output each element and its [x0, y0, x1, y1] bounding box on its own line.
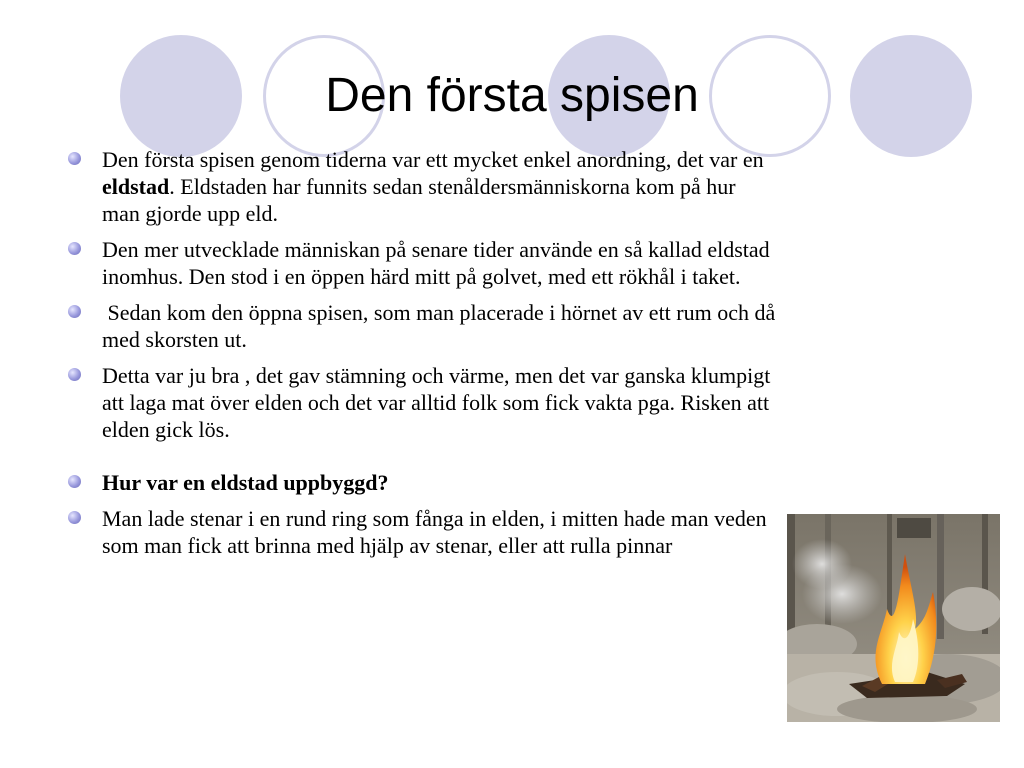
bullet-text: Sedan kom den öppna spisen, som man placerade i hörnet av ett rum och då med skorsten ut.: [102, 300, 781, 352]
bullet-icon: [68, 368, 81, 381]
bullet-item: [66, 299, 781, 353]
campfire-photo: [787, 514, 1000, 722]
bullet-icon: [68, 242, 81, 255]
bullet-bold-term: eldstad: [102, 174, 170, 199]
bullet-icon: [68, 511, 81, 524]
slide-title: Den första spisen: [325, 69, 699, 122]
bullet-text: . Eldstaden har funnits sedan stenåldersmänniskorna kom på hur man gjorde upp eld.: [102, 174, 736, 226]
campfire-icon: [787, 514, 1000, 722]
bullet-icon: [68, 305, 81, 318]
bullet-list: [66, 146, 781, 568]
bullet-item: [66, 505, 776, 559]
bullet-item: [66, 236, 776, 290]
bullet-text: Man lade stenar i en rund ring som fånga in elden, i mitten hade man veden som man fick att brinna med hjälp av stenar, eller att rulla pinnar: [102, 506, 767, 558]
bullet-heading: Hur var en eldstad uppbyggd?: [102, 470, 389, 495]
bullet-text: Den första spisen genom tiderna var ett mycket enkel anordning, det var en: [102, 147, 764, 172]
bullet-item: [66, 362, 776, 443]
bullet-text: Detta var ju bra , det gav stämning och värme, men det var ganska klumpigt att laga mat över elden och det var alltid folk som fick vakta pga. Risken att elden gick lös.: [102, 363, 771, 442]
bullet-icon: [68, 475, 81, 488]
bullet-text: Den mer utvecklade människan på senare tider använde en så kallad eldstad inomhus. Den stod i en öppen härd mitt på golvet, med ett rökhål i taket.: [102, 237, 770, 289]
bullet-item: [66, 146, 776, 227]
bullet-item: [66, 469, 776, 496]
bullet-icon: [68, 152, 81, 165]
